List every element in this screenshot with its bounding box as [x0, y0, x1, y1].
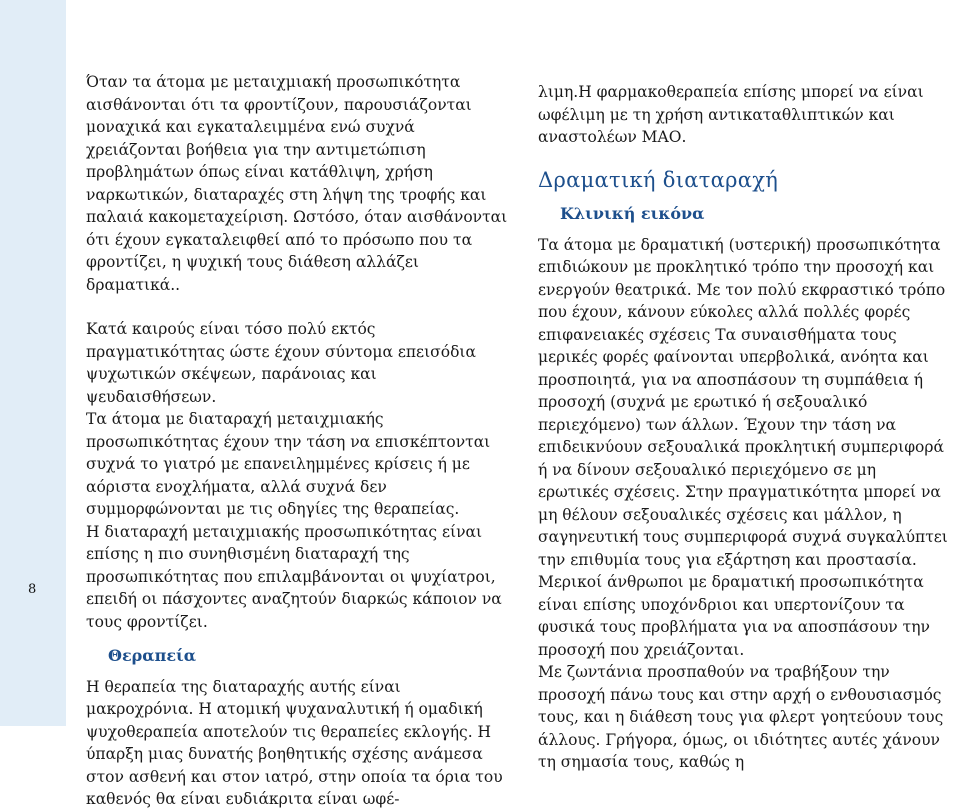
- page-number: 8: [28, 582, 37, 597]
- right-column: [538, 81, 950, 774]
- clinical-heading: Κλινική εικόνα: [560, 204, 705, 223]
- paragraph: Η θεραπεία της διαταραχής αυτής είναι μακροχρόνια. Η ατομική ψυχαναλυτική ή ομαδική ψυχοθεραπεία αποτελούν τις θεραπείες εκλογής. Η ύπαρξη μιας δυνατής βοηθητικής σχέσης ανάμεσα στον ασθενή και στον ιατρό, στην οποία τα όρια του καθενός θα είναι ευδιάκριτα είναι ωφέ-: [86, 677, 503, 808]
- page-margin-bar: [0, 0, 66, 726]
- paragraph: Τα άτομα με δραματική (υστερική) προσωπικότητα επιδιώκουν με προκλητικό τρόπο την προσοχή και ενεργούν θεατρικά. Με τον πολύ εκφραστικό τρόπο που έχουν, κάνουν εύκολες αλλά πολλές φορές επιφανειακές σχέσεις Τα συναισθήματα τους μερικές φορές φαίνονται υπερβολικά, ανόητα και προσποιητά, για να αποσπάσουν τη συμπάθεια ή προσοχή (συχνά με ερωτικό ή σεξουαλικό περιεχόμενο) των άλλων. Έχουν την τάση να επιδεικνύουν σεξουαλικά προκλητική συμπεριφορά ή να δίνουν σεξουαλικό περιεχόμενο σε μη ερωτικές σχέσεις. Στην πραγματικότητα μπορεί να μη θέλουν σεξουαλικές σχέσεις και μάλλον, η σαγηνευτική τους συμπεριφορά συχνά συγκαλύπτει την επιθυμία τους για εξάρτηση και προστασία. Μερικοί άνθρωποι με δραματική προσωπικότητα είναι επίσης υποχόνδριοι και υπερτονίζουν τα φυσικά τους προβλήματα για να αποσπάσουν την προσοχή που χρειάζονται.: [538, 235, 948, 659]
- paragraph: Όταν τα άτομα με μεταιχμιακή προσωπικότητα αισθάνονται ότι τα φροντίζουν, παρουσιάζονται μοναχικά και εγκαταλειμμένα ενώ συχνά χρειάζονται βοήθεια για την αντιμετώπιση προβλημάτων όπως είναι κατάθλιψη, χρήση ναρκωτικών, διαταραχές στη λήψη της τροφής και παλαιά κακομεταχείριση. Ωστόσο, όταν αισθάνονται ότι έχουν εγκαταλειφθεί από το πρόσωπο που τα φροντίζει, η ψυχική τους διάθεση αλλάζει δραματικά..: [86, 73, 508, 294]
- paragraph: Η διαταραχή μεταιχμιακής προσωπικότητας είναι επίσης η πιο συνηθισμένη διαταραχή της προσωπικότητας που επιλαμβάνονται οι ψυχίατροι, επειδή οι πάσχοντες αναζητούν διαρκώς κάποιον να τους φροντίζει.: [86, 522, 502, 631]
- section-heading: Δραματική διαταραχή: [538, 167, 779, 192]
- left-column: [86, 71, 510, 811]
- paragraph: Κατά καιρούς είναι τόσο πολύ εκτός πραγματικότητας ώστε έχουν σύντομα επεισόδια ψυχωτικών σκέψεων, παράνοιας και ψευδαισθήσεων.: [86, 320, 476, 406]
- paragraph: λιμη.Η φαρμακοθεραπεία επίσης μπορεί να είναι ωφέλιμη με τη χρήση αντικαταθλιπτικών και αναστολέων ΜΑΟ.: [538, 83, 924, 146]
- paragraph: Με ζωντάνια προσπαθούν να τραβήξουν την προσοχή πάνω τους και στην αρχή ο ενθουσιασμός τους, και η διάθεση τους για φλερτ γοητεύουν τους άλλους. Γρήγορα, όμως, οι ιδιότητες αυτές χάνουν τη σημασία τους, καθώς η: [538, 663, 944, 771]
- paragraph: Τα άτομα με διαταραχή μεταιχμιακής προσωπικότητας έχουν την τάση να επισκέπτονται συχνά το γιατρό με επανειλημμένες κρίσεις ή με αόριστα ενοχλήματα, αλλά συχνά δεν συμμορφώνονται με τις οδηγίες της θεραπείας.: [86, 410, 491, 518]
- therapy-heading: Θεραπεία: [108, 646, 197, 665]
